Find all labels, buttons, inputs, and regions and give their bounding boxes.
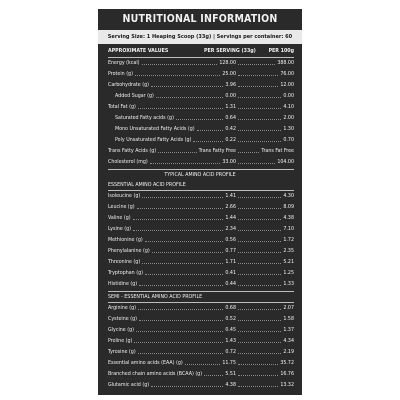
row-leader-dots [138,309,223,310]
table-row [108,235,294,245]
row-leader-dots [136,331,223,332]
per-100g-value: 0.00 [283,93,294,99]
row-label: Added Sugar (g) [115,93,154,99]
table-row [108,224,294,234]
row-leader-dots [142,197,223,198]
table-row [108,303,294,313]
row-leader-dots [197,130,224,131]
per-100g-value: 4.34 [283,338,294,344]
per-100g-value: 12.00 [280,82,294,88]
row-label: Energy (kcal) [108,60,140,66]
row-label: Saturated Fatty acids (g) [115,115,174,121]
row-leader-dots [238,86,278,87]
per-100g-value: 1.72 [283,237,294,243]
row-leader-dots [238,208,281,209]
per-100g-value: 8.09 [283,204,294,210]
row-label: Lysine (g) [108,226,132,232]
per-serving-value: 1.41 [225,193,236,199]
row-leader-dots [238,263,281,264]
row-label: Total Fat (g) [108,104,136,110]
row-leader-dots [238,108,281,109]
per-serving-value: 0.72 [225,349,236,355]
per-100g-value: 2.00 [283,115,294,121]
per-100g-value: 1.37 [283,327,294,333]
row-leader-dots [238,75,278,76]
row-label: Phenylalanine (g) [108,248,150,254]
per-100g-value: 1.30 [283,126,294,132]
per-100g-value: 1.33 [283,281,294,287]
header-per-serving: PER SERVING (33g) [204,48,256,54]
table-row [108,336,294,346]
table-row [108,146,294,156]
row-leader-dots [138,353,224,354]
row-leader-dots [156,97,223,98]
row-label: Carbohydrate (g) [108,82,149,88]
essential-section-title: ESSENTIAL AMINO ACID PROFILE [108,182,186,188]
per-serving-value: 2.34 [225,226,236,232]
row-leader-dots [238,97,281,98]
per-serving-value: 25.00 [222,71,236,77]
row-leader-dots [238,163,275,164]
row-label: Branched chain amino acids (BCAA) (g) [108,371,203,377]
per-100g-value: Trans Fat Free [261,148,294,154]
row-leader-dots [133,230,223,231]
row-label: Poly Unsaturated Fatty Acids (g) [115,137,192,143]
row-label: Cysteine (g) [108,316,137,322]
row-leader-dots [238,64,275,65]
row-label: Tryptophan (g) [108,270,143,276]
table-row [108,358,294,368]
per-serving-value: 0.52 [225,316,236,322]
row-leader-dots [151,386,223,387]
row-label: Cholesterol (mg) [108,159,148,165]
per-100g-value: 76.00 [280,71,294,77]
per-serving-value: 0.22 [225,137,236,143]
serving-info-bar: Serving Size: 1 Heaping Scoop (33g) | Servings per container: 60 [98,30,302,44]
row-label: Protein (g) [108,71,133,77]
row-leader-dots [238,386,278,387]
per-100g-value: 4.10 [283,104,294,110]
row-label: Threonine (g) [108,259,141,265]
per-serving-value: 33.00 [222,159,236,165]
table-row [108,91,294,101]
per-100g-value: 1.58 [283,316,294,322]
row-leader-dots [238,353,281,354]
table-row [108,202,294,212]
per-serving-value: 2.66 [225,204,236,210]
row-leader-dots [238,252,281,253]
row-label: Proline (g) [108,338,133,344]
row-leader-dots [145,241,224,242]
row-label: Essential amino acids (EAA) (g) [108,360,183,366]
per-serving-value: 0.64 [225,115,236,121]
row-label: Histidine (g) [108,281,138,287]
row-label: Glycine (g) [108,327,134,333]
row-leader-dots [151,86,223,87]
row-label: Leucine (g) [108,204,135,210]
table-row [108,80,294,90]
row-leader-dots [135,75,220,76]
row-leader-dots [137,208,224,209]
per-serving-value: 0.44 [225,281,236,287]
per-serving-value: 0.68 [225,305,236,311]
row-leader-dots [238,320,281,321]
amino-profile-title: TYPICAL AMINO ACID PROFILE [164,172,236,178]
row-leader-dots [238,375,278,376]
row-leader-dots [150,163,221,164]
row-leader-dots [139,285,223,286]
per-100g-value: 388.00 [277,60,294,66]
per-serving-value: 5.51 [225,371,236,377]
per-100g-value: 1.25 [283,270,294,276]
table-row [108,325,294,335]
row-label: Isoleucine (g) [108,193,141,199]
per-serving-value: Trans Fatty Free [198,148,236,154]
row-label: Glutamic acid (g) [108,382,150,388]
row-leader-dots [238,342,281,343]
per-100g-value: 104.00 [277,159,294,165]
row-leader-dots [176,119,223,120]
per-serving-value: 0.45 [225,327,236,333]
table-row [108,268,294,278]
row-leader-dots [133,219,224,220]
row-leader-dots [238,274,281,275]
per-serving-value: 0.41 [225,270,236,276]
per-serving-value: 0.00 [225,93,236,99]
per-serving-value: 3.96 [225,82,236,88]
row-leader-dots [238,230,281,231]
row-label: Arginine (g) [108,305,137,311]
row-leader-dots [238,285,281,286]
row-leader-dots [238,241,281,242]
row-leader-dots [238,197,281,198]
per-serving-value: 128.00 [219,60,236,66]
panel-title: NUTRITIONAL INFORMATION [122,13,278,25]
per-100g-value: 7.10 [283,226,294,232]
row-label: Valine (g) [108,215,131,221]
per-serving-value: 1.44 [225,215,236,221]
table-row [108,102,294,112]
row-leader-dots [142,64,218,65]
table-row [108,279,294,289]
table-row [108,135,294,145]
per-100g-value: 0.70 [283,137,294,143]
row-label: Trans Fatty Acids (g) [108,148,157,154]
row-leader-dots [145,274,223,275]
per-serving-value: 0.42 [225,126,236,132]
table-row [108,191,294,201]
per-serving-value: 0.77 [225,248,236,254]
row-label: Mono Unsaturated Fatty Acids (g) [115,126,195,132]
per-serving-value: 1.31 [225,104,236,110]
table-row [108,124,294,134]
table-row [108,314,294,324]
row-leader-dots [139,320,223,321]
row-leader-dots [238,364,278,365]
row-label: Methionine (g) [108,237,143,243]
row-leader-dots [238,130,281,131]
per-100g-value: 5.21 [283,259,294,265]
table-row [108,347,294,357]
table-row [108,213,294,223]
table-row [108,58,294,68]
row-leader-dots [134,342,223,343]
table-row [108,257,294,267]
header-per-100g: PER 100g [268,48,294,54]
row-leader-dots [142,263,223,264]
per-serving-value: 1.71 [225,259,236,265]
row-leader-dots [238,331,281,332]
per-serving-value: 0.56 [225,237,236,243]
row-leader-dots [158,152,197,153]
row-leader-dots [238,219,281,220]
per-100g-value: 2.19 [283,349,294,355]
per-100g-value: 2.07 [283,305,294,311]
nutrition-label-panel [98,9,302,395]
table-row [108,246,294,256]
table-row [108,157,294,167]
per-100g-value: 4.30 [283,193,294,199]
footnote: *The values are given for one serving (33g). [104,376,208,382]
table-row [108,69,294,79]
row-leader-dots [238,309,281,310]
per-serving-value: 1.43 [225,338,236,344]
semi-section-title: SEMI - ESSENTIAL AMINO ACID PROFILE [108,294,203,300]
per-100g-value: 35.72 [280,360,294,366]
header-approximate-values: APPROXIMATE VALUES [108,48,169,54]
row-leader-dots [238,119,281,120]
row-label: Tyrosine (g) [108,349,136,355]
row-leader-dots [138,108,224,109]
table-header [108,46,294,56]
per-100g-value: 2.35 [283,248,294,254]
per-100g-value: 13.32 [280,382,294,388]
row-leader-dots [185,364,221,365]
row-leader-dots [193,141,223,142]
table-row [108,113,294,123]
per-100g-value: 16.76 [280,371,294,377]
per-serving-value: 11.75 [222,360,236,366]
per-serving-value: 4.38 [225,382,236,388]
row-leader-dots [238,141,281,142]
row-leader-dots [152,252,224,253]
row-leader-dots [238,152,259,153]
per-100g-value: 4.38 [283,215,294,221]
